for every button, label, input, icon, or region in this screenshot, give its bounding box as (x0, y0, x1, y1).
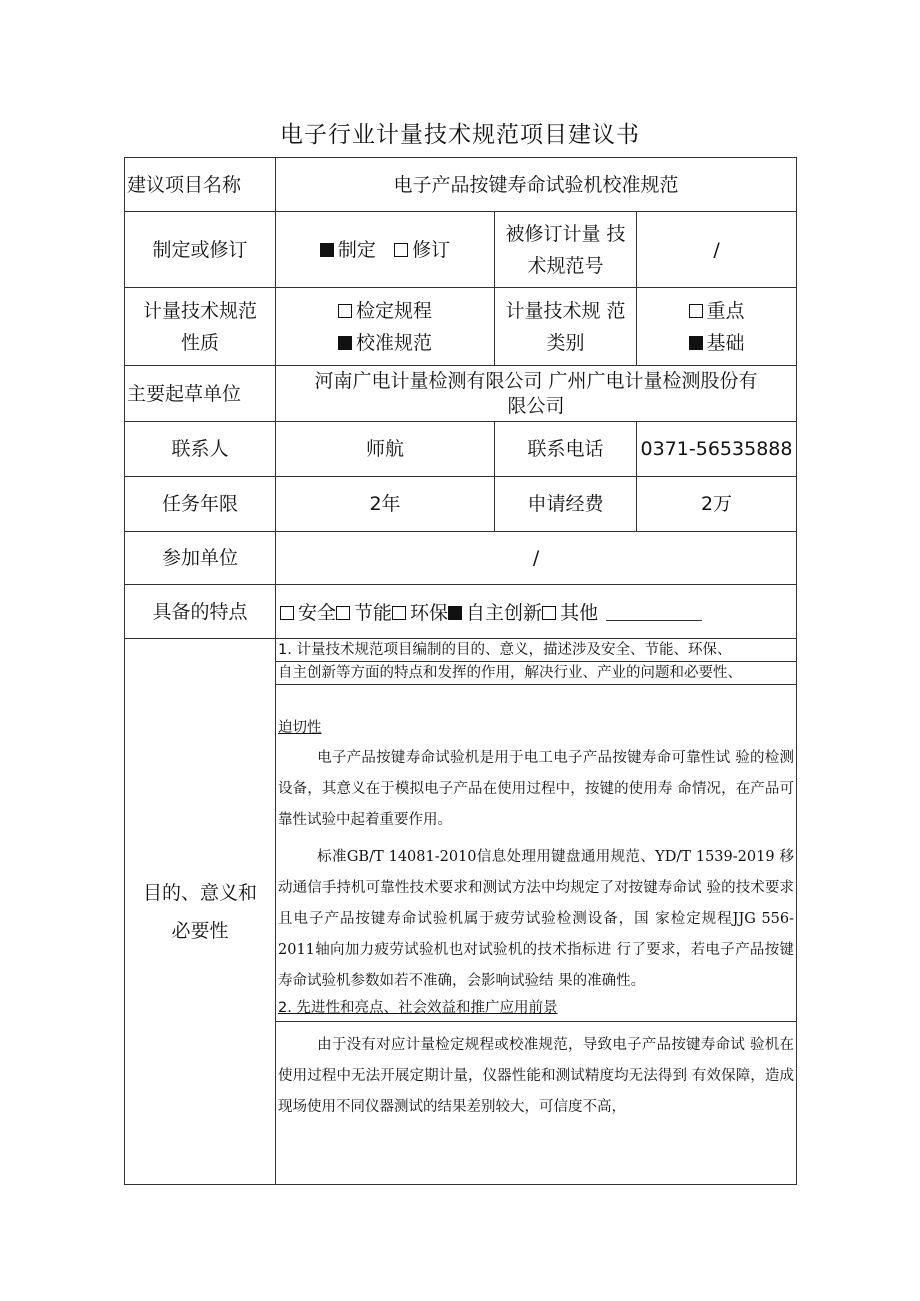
unchecked-box-icon (338, 304, 352, 318)
establish-options (276, 212, 495, 288)
project-name-label: 建议项目名称 (125, 158, 276, 212)
establish-label: 制定或修订 (125, 212, 276, 288)
drafting-unit-label: 主要起草单位 (125, 366, 276, 422)
purpose-content (276, 639, 797, 1185)
feature-environment: 环保 (410, 602, 449, 624)
unchecked-box-icon (542, 606, 556, 620)
row-project-name (125, 158, 797, 212)
purpose-label-line1: 目的、意义和 (142, 881, 257, 904)
features-options (276, 585, 797, 639)
term-value: 2年 (276, 477, 495, 532)
checked-box-icon (448, 606, 462, 620)
drafting-unit-line1: 河南广电计量检测有限公司 广州广电计量检测股份有 (314, 369, 758, 392)
unchecked-box-icon (392, 606, 406, 620)
row-contact (125, 422, 797, 477)
checked-box-icon (689, 336, 703, 350)
unchecked-box-icon (394, 243, 408, 257)
option-establish: 制定 (337, 238, 376, 261)
option-revise: 修订 (412, 238, 451, 261)
project-name-value: 电子产品按键寿命试验机校准规范 (276, 158, 797, 212)
purpose-paragraph-3: 由于没有对应计量检定规程或校准规范，导致电子产品按键寿命试 验机在使用过程中无法开展定期计量，仪器性能和测试精度均无法得到 有效保障，造成现场使用不同仪器测试的结果差别较大，可信度不高， (278, 1037, 795, 1115)
participants-label: 参加单位 (125, 532, 276, 585)
document-title: 电子行业计量技术规范项目建议书 (280, 122, 640, 148)
feature-safety: 安全 (298, 602, 337, 624)
drafting-unit-value (276, 366, 797, 422)
row-term (125, 477, 797, 532)
revised-spec-no-label (495, 212, 637, 288)
fund-value: 2万 (637, 477, 797, 532)
option-calibration-spec: 校准规范 (355, 331, 432, 354)
drafting-unit-line2: 限公司 (507, 394, 565, 417)
nature-options (276, 288, 495, 366)
nature-label-line2: 性质 (180, 331, 219, 354)
purpose-paragraph-1: 电子产品按键寿命试验机是用于电工电子产品按键寿命可靠性试 验的检测设备，其意义在于模拟电子产品在使用过程中，按键的使用寿 命情况，在产品可靠性试验中起着重要作用。 (278, 750, 795, 828)
row-features (125, 585, 797, 639)
category-label (495, 288, 637, 366)
checked-box-icon (320, 243, 334, 257)
contact-label: 联系人 (125, 422, 276, 477)
contact-value: 师航 (276, 422, 495, 477)
proposal-form-table (124, 157, 797, 1185)
nature-label (125, 288, 276, 366)
purpose-paragraph-2: 标准GB/T 14081-2010信息处理用键盘通用规范、YD/T 1539-2019 移动通信手持机可靠性技术要求和测试方法中均规定了对按键寿命试 验的技术要求且电子产品按键寿命试验机属于疲劳试验检测设备，国 家检定规程JJG 556-2011轴向加力疲劳试验机也对试验机的技术指标进 行了要求，若电子产品按键寿命试验机参数如若不准确，会影响试验结 果的准确性。 (278, 849, 795, 989)
feature-energy: 节能 (354, 602, 393, 624)
purpose-heading-2: 2. 先进性和亮点、社会效益和推广应用前景 (276, 997, 796, 1022)
participants-value: / (276, 532, 797, 585)
row-purpose (125, 639, 797, 1185)
option-verification-regulation: 检定规程 (355, 299, 432, 322)
phone-value: 0371-56535888 (637, 422, 797, 477)
checked-box-icon (338, 336, 352, 350)
revised-spec-no-label-line1: 被修订计量 技 (505, 222, 626, 245)
category-label-line2: 类别 (546, 331, 585, 354)
feature-innovation: 自主创新 (466, 602, 543, 624)
purpose-label-line2: 必要性 (171, 919, 229, 942)
purpose-intro-line1: 1. 计量技术规范项目编制的目的、意义，描述涉及安全、节能、环保、 (276, 639, 796, 662)
term-label: 任务年限 (125, 477, 276, 532)
revised-spec-no-value: / (637, 212, 797, 288)
nature-label-line1: 计量技术规范 (142, 299, 257, 322)
category-options (637, 288, 797, 366)
revised-spec-no-label-line2: 术规范号 (527, 254, 604, 277)
phone-label: 联系电话 (495, 422, 637, 477)
purpose-intro-line3: 迫切性 (278, 720, 322, 736)
features-label: 具备的特点 (125, 585, 276, 639)
feature-other: 其他 (560, 602, 599, 624)
row-participants (125, 532, 797, 585)
purpose-label (125, 639, 276, 1185)
row-establish (125, 212, 797, 288)
fund-label: 申请经费 (495, 477, 637, 532)
row-drafting-unit (125, 366, 797, 422)
purpose-intro-line2: 自主创新等方面的特点和发挥的作用，解决行业、产业的问题和必要性、 (276, 662, 796, 685)
unchecked-box-icon (336, 606, 350, 620)
category-label-line1: 计量技术规 范 (505, 299, 626, 322)
other-blank-line (606, 600, 702, 621)
option-key: 重点 (706, 299, 745, 322)
unchecked-box-icon (689, 304, 703, 318)
option-basic: 基础 (706, 331, 745, 354)
unchecked-box-icon (280, 606, 294, 620)
row-nature (125, 288, 797, 366)
